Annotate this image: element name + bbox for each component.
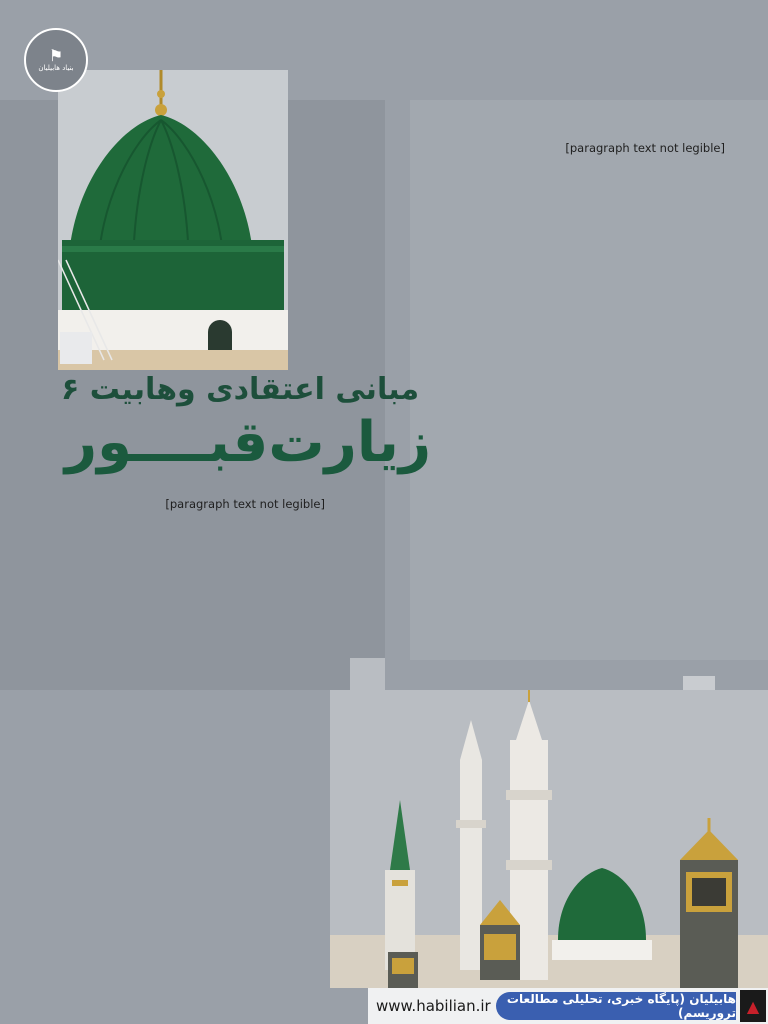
right-text-column [460,140,725,160]
habilian-logo-icon: ⚑ [48,46,64,65]
decorative-square [350,658,385,693]
body-paragraph: [paragraph text not legible] [165,497,325,511]
website-link[interactable]: www.habilian.ir [376,997,491,1015]
background-panel-right [410,100,768,660]
left-text-column [42,496,325,516]
footer-bar [368,988,768,1024]
site-banner[interactable]: هابیلیان (پایگاه خبری، تحلیلی مطالعات تروریسم) [496,992,736,1020]
body-paragraph: [paragraph text not legible] [565,141,725,155]
logo-caption: بنیاد هابیلیان [38,64,74,72]
series-title: مبانی اعتقادی وهابیت ۶ [60,372,420,407]
green-dome-photo [58,70,288,370]
prophets-mosque-photo [330,690,768,988]
habilian-brand-icon: ▲ [740,990,766,1022]
main-title: زیارت‌قبــــور [64,410,432,475]
habilian-logo[interactable] [24,28,88,92]
decorative-square [60,332,92,364]
